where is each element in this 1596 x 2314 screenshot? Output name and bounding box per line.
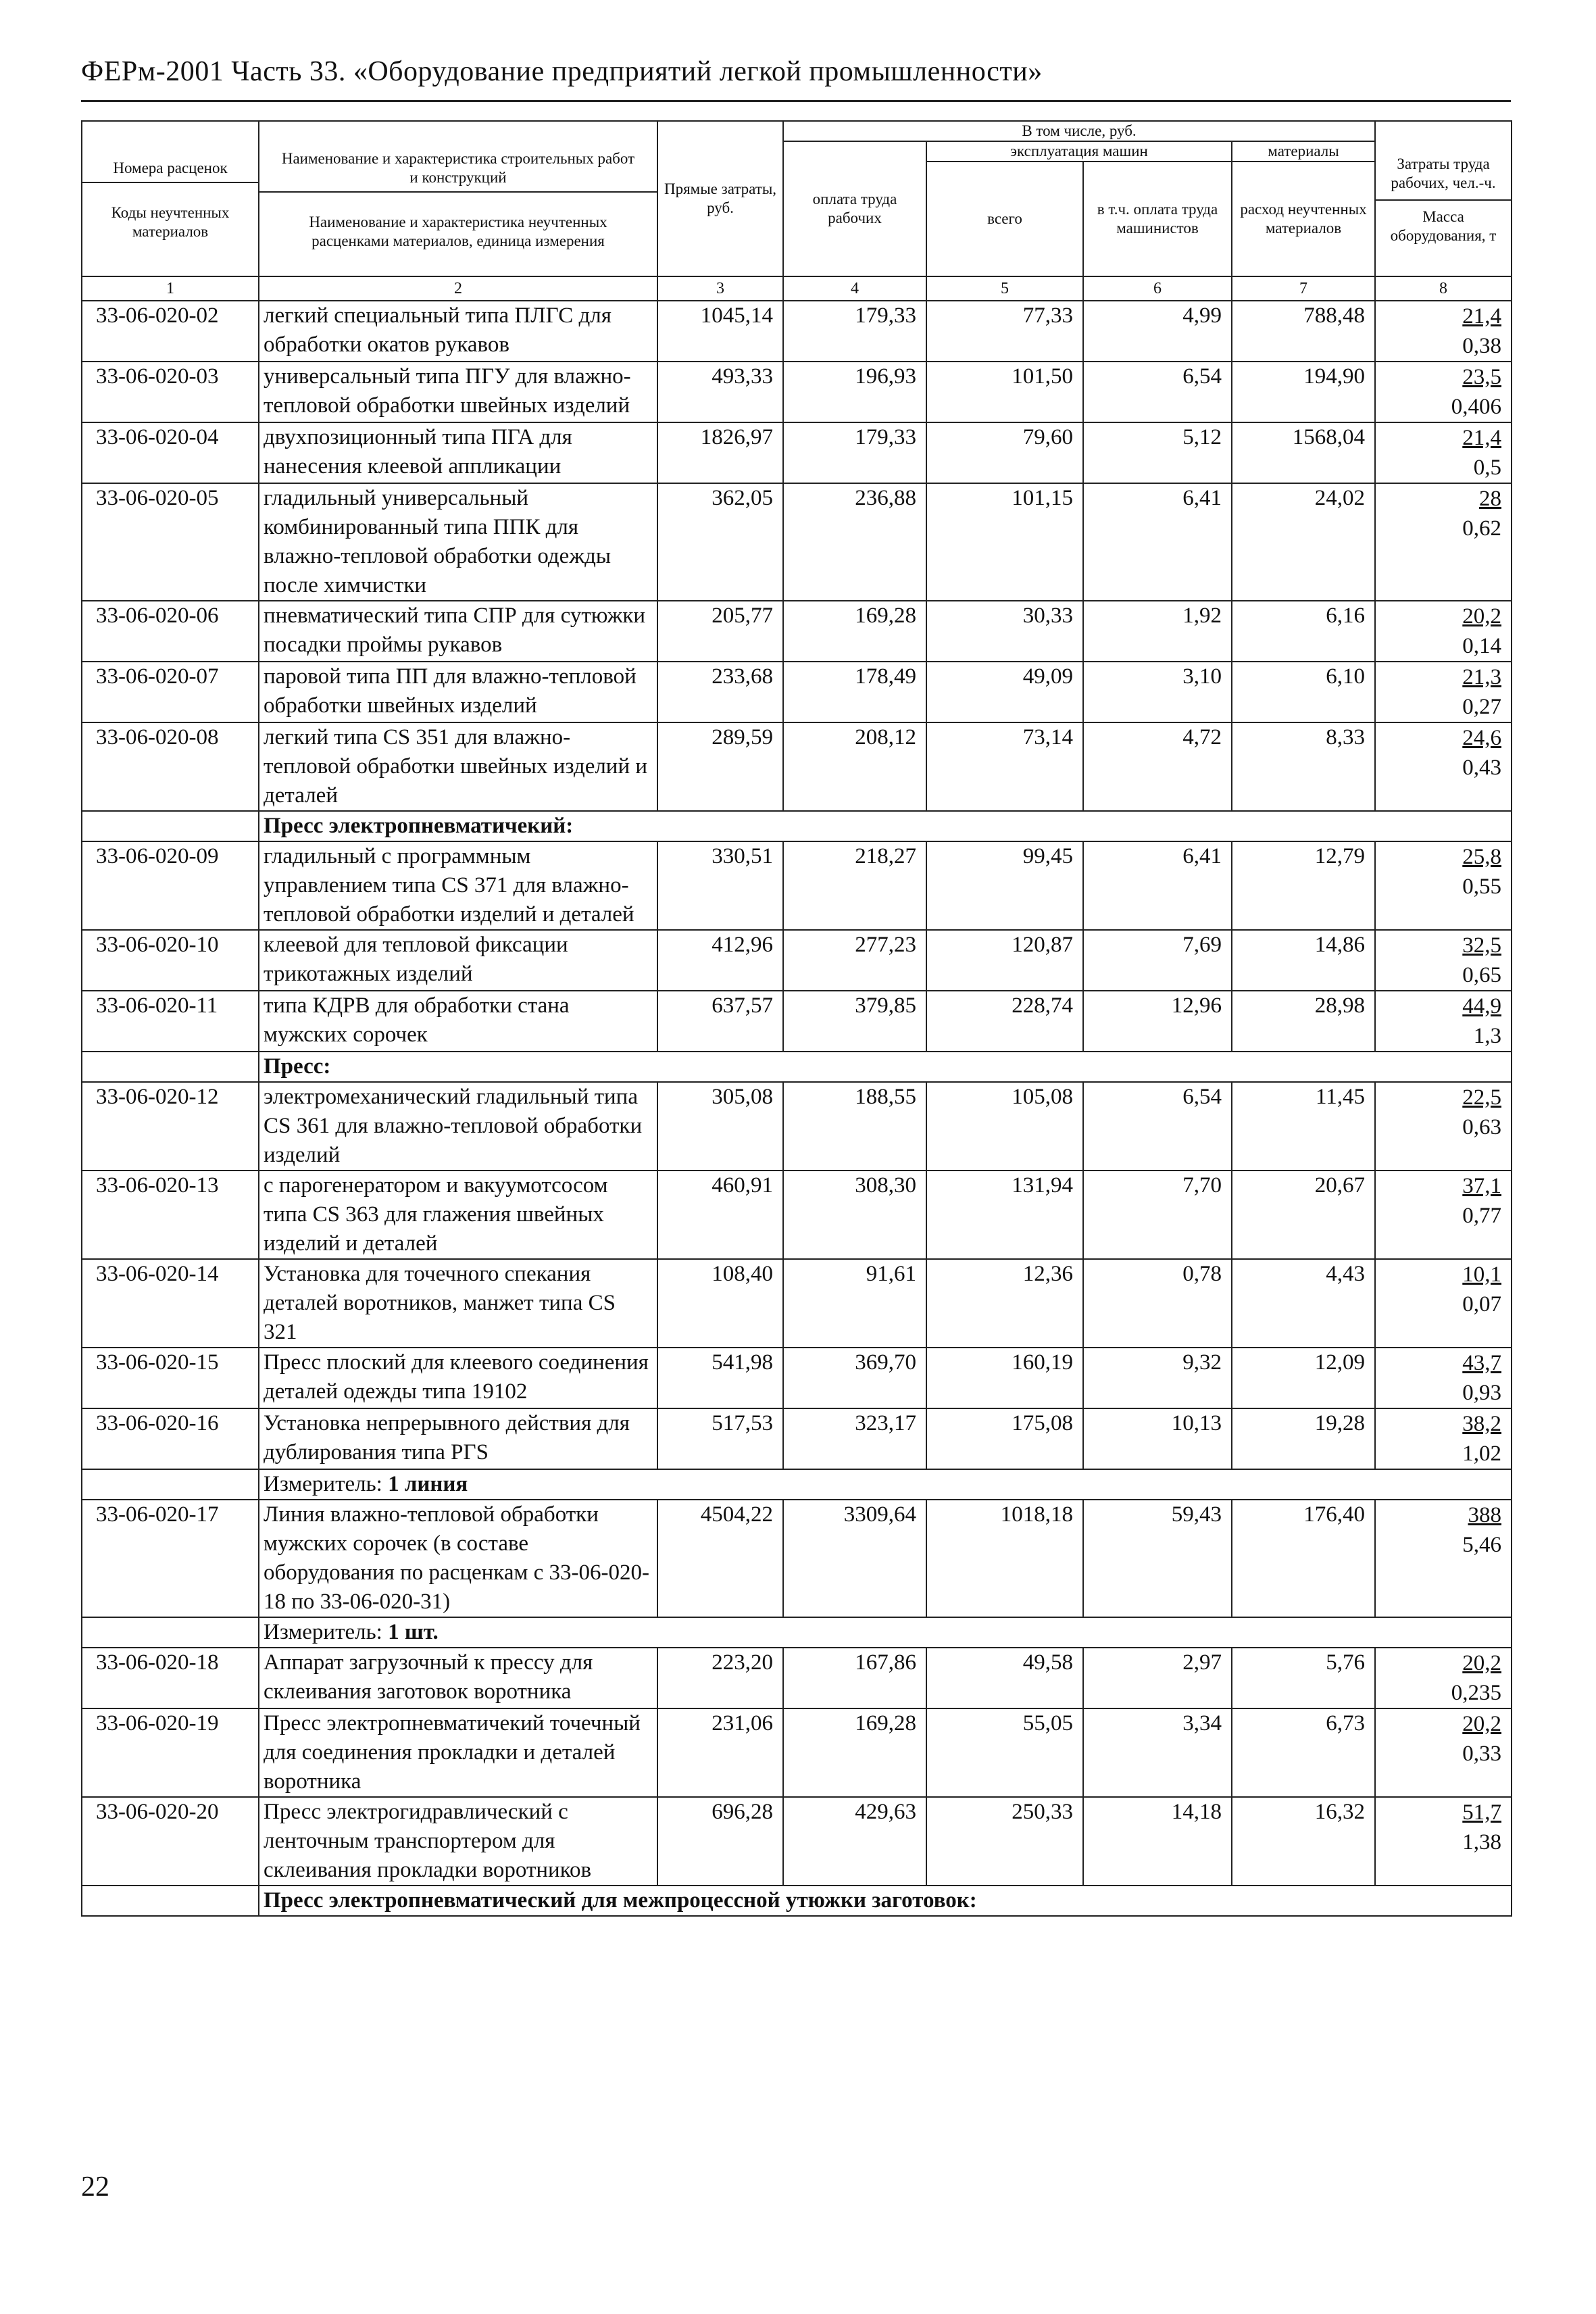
section-label: Пресс электропневматичекий: [264, 814, 574, 838]
machines-total: 1018,18 [926, 1500, 1083, 1617]
machinist-pay: 5,12 [1083, 422, 1232, 483]
worker-pay: 308,30 [783, 1171, 926, 1259]
rate-name: Пресс электрогидравлический с ленточным транспортером для склеивания прокладки воротников [259, 1797, 657, 1886]
section-code-cell [82, 811, 259, 841]
labor-hours: 21,4 [1462, 304, 1502, 328]
table-row [82, 1797, 1512, 1886]
materials: 14,86 [1232, 930, 1375, 991]
labor-hours: 388 [1468, 1503, 1502, 1527]
labor-hours: 20,2 [1462, 1712, 1502, 1736]
machines-total: 160,19 [926, 1348, 1083, 1408]
section-row [82, 1617, 1512, 1648]
section-title [259, 1052, 1512, 1082]
worker-pay: 3309,64 [783, 1500, 926, 1617]
section-title [259, 1617, 1512, 1648]
labor-hours: 22,5 [1462, 1085, 1502, 1110]
labor-hours: 44,9 [1462, 994, 1502, 1018]
equipment-mass: 0,27 [1462, 695, 1502, 719]
materials: 20,67 [1232, 1171, 1375, 1259]
equipment-mass: 0,33 [1462, 1742, 1502, 1766]
machinist-pay: 7,69 [1083, 930, 1232, 991]
rate-code: 33-06-020-05 [82, 483, 259, 601]
machines-total: 228,74 [926, 991, 1083, 1052]
machines-total: 120,87 [926, 930, 1083, 991]
machinist-pay: 10,13 [1083, 1408, 1232, 1469]
direct-costs: 460,91 [657, 1171, 783, 1259]
machines-total: 30,33 [926, 601, 1083, 662]
materials: 5,76 [1232, 1648, 1375, 1708]
machinist-pay: 4,72 [1083, 722, 1232, 811]
rate-name: Установка непрерывного действия для дублирования типа PГS [259, 1408, 657, 1469]
materials: 28,98 [1232, 991, 1375, 1052]
col-header-direct-costs: Прямые затраты, руб. [657, 121, 783, 276]
direct-costs: 289,59 [657, 722, 783, 811]
col-header-machines-total: всего [926, 162, 1083, 276]
materials: 12,79 [1232, 841, 1375, 930]
table-row [82, 1500, 1512, 1617]
rate-name: Установка для точечного спекания деталей воротников, манжет типа CS 321 [259, 1259, 657, 1348]
section-code-cell [82, 1052, 259, 1082]
worker-pay: 179,33 [783, 422, 926, 483]
table-row [82, 662, 1512, 722]
materials: 24,02 [1232, 483, 1375, 601]
machinist-pay: 6,41 [1083, 483, 1232, 601]
materials: 16,32 [1232, 1797, 1375, 1886]
rate-code: 33-06-020-14 [82, 1259, 259, 1348]
machines-total: 49,09 [926, 662, 1083, 722]
equipment-mass: 0,38 [1462, 334, 1502, 358]
section-row [82, 1886, 1512, 1916]
equipment-mass: 0,07 [1462, 1292, 1502, 1316]
machines-total: 101,50 [926, 362, 1083, 422]
equipment-mass: 0,65 [1462, 963, 1502, 987]
rate-code: 33-06-020-16 [82, 1408, 259, 1469]
labor-mass-cell [1375, 1797, 1512, 1886]
labor-mass-cell [1375, 1259, 1512, 1348]
column-numbers-row [82, 276, 1512, 301]
direct-costs: 517,53 [657, 1408, 783, 1469]
materials: 194,90 [1232, 362, 1375, 422]
section-label: 1 линия [388, 1472, 468, 1496]
worker-pay: 179,33 [783, 301, 926, 362]
machines-total: 79,60 [926, 422, 1083, 483]
equipment-mass: 0,14 [1462, 634, 1502, 658]
worker-pay: 379,85 [783, 991, 926, 1052]
section-code-cell [82, 1469, 259, 1500]
rate-name: типа КДРВ для обработки стана мужских сорочек [259, 991, 657, 1052]
machines-total: 99,45 [926, 841, 1083, 930]
rate-code: 33-06-020-15 [82, 1348, 259, 1408]
machinist-pay: 59,43 [1083, 1500, 1232, 1617]
labor-mass-cell [1375, 1348, 1512, 1408]
col-header-unaccounted-materials: расход неучтенных материалов [1232, 162, 1375, 276]
col-header-machinist-pay: в т.ч. оплата труда машинистов [1083, 162, 1232, 276]
header-rule [81, 100, 1511, 102]
table-row [82, 841, 1512, 930]
machinist-pay: 0,78 [1083, 1259, 1232, 1348]
rate-name: электромеханический гладильный типа CS 361 для влажно-тепловой обработки изделий [259, 1082, 657, 1171]
labor-hours: 10,1 [1462, 1262, 1502, 1287]
equipment-mass: 1,02 [1462, 1442, 1502, 1466]
machinist-pay: 6,54 [1083, 362, 1232, 422]
labor-mass-cell [1375, 841, 1512, 930]
materials: 12,09 [1232, 1348, 1375, 1408]
materials: 11,45 [1232, 1082, 1375, 1171]
labor-mass-cell [1375, 930, 1512, 991]
rate-name: легкий специальный типа ПЛГС для обработки окатов рукавов [259, 301, 657, 362]
machinist-pay: 6,41 [1083, 841, 1232, 930]
rate-code: 33-06-020-09 [82, 841, 259, 930]
labor-mass-cell [1375, 1500, 1512, 1617]
machinist-pay: 12,96 [1083, 991, 1232, 1052]
materials: 6,73 [1232, 1708, 1375, 1797]
materials: 6,10 [1232, 662, 1375, 722]
page-number: 22 [81, 2171, 109, 2202]
labor-mass-cell [1375, 1408, 1512, 1469]
equipment-mass: 0,77 [1462, 1204, 1502, 1228]
direct-costs: 231,06 [657, 1708, 783, 1797]
worker-pay: 323,17 [783, 1408, 926, 1469]
col-number: 8 [1375, 276, 1512, 301]
labor-mass-cell [1375, 601, 1512, 662]
table-row [82, 422, 1512, 483]
machines-total: 77,33 [926, 301, 1083, 362]
rate-name: Линия влажно-тепловой обработки мужских сорочек (в составе оборудования по расценкам с 33-06-020-18 по 33-06-020-31) [259, 1500, 657, 1617]
rate-code: 33-06-020-13 [82, 1171, 259, 1259]
section-row [82, 1469, 1512, 1500]
direct-costs: 412,96 [657, 930, 783, 991]
labor-hours: 25,8 [1462, 845, 1502, 869]
worker-pay: 277,23 [783, 930, 926, 991]
rate-name: паровой типа ПП для влажно-тепловой обработки швейных изделий [259, 662, 657, 722]
rate-code: 33-06-020-10 [82, 930, 259, 991]
labor-mass-cell [1375, 1082, 1512, 1171]
direct-costs: 1826,97 [657, 422, 783, 483]
direct-costs: 493,33 [657, 362, 783, 422]
col-header-worker-pay: оплата труда рабочих [783, 141, 926, 276]
equipment-mass: 0,62 [1462, 516, 1502, 541]
table-row [82, 301, 1512, 362]
section-label: Пресс: [264, 1054, 331, 1079]
labor-hours: 20,2 [1462, 604, 1502, 629]
section-label: Пресс электропневматический для межпроцессной утюжки заготовок: [264, 1888, 977, 1913]
table-row [82, 1082, 1512, 1171]
rate-code: 33-06-020-11 [82, 991, 259, 1052]
col-header-including: В том числе, руб. [783, 121, 1375, 141]
rate-code: 33-06-020-04 [82, 422, 259, 483]
labor-hours: 28 [1479, 487, 1502, 511]
labor-mass-cell [1375, 422, 1512, 483]
materials: 6,16 [1232, 601, 1375, 662]
direct-costs: 205,77 [657, 601, 783, 662]
col-number: 5 [926, 276, 1083, 301]
labor-hours: 37,1 [1462, 1174, 1502, 1198]
worker-pay: 369,70 [783, 1348, 926, 1408]
labor-mass-cell [1375, 1708, 1512, 1797]
materials: 19,28 [1232, 1408, 1375, 1469]
rate-name: Аппарат загрузочный к прессу для склеивания заготовок воротника [259, 1648, 657, 1708]
direct-costs: 223,20 [657, 1648, 783, 1708]
worker-pay: 236,88 [783, 483, 926, 601]
worker-pay: 169,28 [783, 1708, 926, 1797]
labor-mass-cell [1375, 662, 1512, 722]
table-row [82, 1348, 1512, 1408]
rate-name: Пресс плоский для клеевого соединения деталей одежды типа 19102 [259, 1348, 657, 1408]
rate-name: двухпозиционный типа ПГА для нанесения клеевой аппликации [259, 422, 657, 483]
materials: 176,40 [1232, 1500, 1375, 1617]
machines-total: 250,33 [926, 1797, 1083, 1886]
labor-hours: 38,2 [1462, 1412, 1502, 1436]
labor-mass-cell [1375, 362, 1512, 422]
machines-total: 175,08 [926, 1408, 1083, 1469]
col-number: 2 [259, 276, 657, 301]
labor-mass-cell [1375, 301, 1512, 362]
materials: 788,48 [1232, 301, 1375, 362]
equipment-mass: 0,63 [1462, 1115, 1502, 1139]
table-row [82, 601, 1512, 662]
col-header-rate-number: Номера расценок Коды неучтенных материалов [82, 121, 259, 276]
equipment-mass: 5,46 [1462, 1533, 1502, 1557]
section-title [259, 1469, 1512, 1500]
labor-mass-cell [1375, 1648, 1512, 1708]
worker-pay: 178,49 [783, 662, 926, 722]
col-number: 7 [1232, 276, 1375, 301]
rate-code: 33-06-020-08 [82, 722, 259, 811]
machines-total: 105,08 [926, 1082, 1083, 1171]
rate-code: 33-06-020-18 [82, 1648, 259, 1708]
direct-costs: 4504,22 [657, 1500, 783, 1617]
equipment-mass: 0,93 [1462, 1381, 1502, 1405]
rate-code: 33-06-020-17 [82, 1500, 259, 1617]
col-header-machine-operation: эксплуатация машин [926, 141, 1232, 162]
col-number: 6 [1083, 276, 1232, 301]
labor-hours: 21,4 [1462, 426, 1502, 450]
equipment-mass: 0,5 [1473, 456, 1502, 480]
rate-name: универсальный типа ПГУ для влажно-тепловой обработки швейных изделий [259, 362, 657, 422]
table-row [82, 991, 1512, 1052]
rate-name: гладильный универсальный комбинированный типа ППК для влажно-тепловой обработки одежды после химчистки [259, 483, 657, 601]
labor-mass-cell [1375, 722, 1512, 811]
worker-pay: 91,61 [783, 1259, 926, 1348]
section-prefix: Измеритель: [264, 1620, 389, 1644]
direct-costs: 541,98 [657, 1348, 783, 1408]
direct-costs: 696,28 [657, 1797, 783, 1886]
table-row [82, 1171, 1512, 1259]
machines-total: 12,36 [926, 1259, 1083, 1348]
machines-total: 131,94 [926, 1171, 1083, 1259]
table-row [82, 722, 1512, 811]
labor-hours: 51,7 [1462, 1800, 1502, 1825]
rate-name: пневматический типа СПР для сутюжки посадки проймы рукавов [259, 601, 657, 662]
labor-hours: 23,5 [1462, 365, 1502, 389]
materials: 1568,04 [1232, 422, 1375, 483]
machinist-pay: 14,18 [1083, 1797, 1232, 1886]
machinist-pay: 3,10 [1083, 662, 1232, 722]
col-header-labor-mass: Затраты труда рабочих, чел.-ч. Масса оборудования, т [1375, 121, 1512, 276]
labor-mass-cell [1375, 1171, 1512, 1259]
direct-costs: 637,57 [657, 991, 783, 1052]
worker-pay: 429,63 [783, 1797, 926, 1886]
rate-code: 33-06-020-06 [82, 601, 259, 662]
table-row [82, 1408, 1512, 1469]
page-header: ФЕРм-2001 Часть 33. «Оборудование предприятий легкой промышленности» [81, 56, 1043, 87]
worker-pay: 167,86 [783, 1648, 926, 1708]
direct-costs: 233,68 [657, 662, 783, 722]
section-code-cell [82, 1886, 259, 1916]
machines-total: 55,05 [926, 1708, 1083, 1797]
rate-name: Пресс электропневматичекий точечный для соединения прокладки и деталей воротника [259, 1708, 657, 1797]
labor-hours: 32,5 [1462, 933, 1502, 958]
section-code-cell [82, 1617, 259, 1648]
equipment-mass: 0,43 [1462, 756, 1502, 780]
direct-costs: 108,40 [657, 1259, 783, 1348]
labor-hours: 43,7 [1462, 1351, 1502, 1375]
direct-costs: 362,05 [657, 483, 783, 601]
table-body [82, 301, 1512, 1916]
rates-table [81, 120, 1512, 1917]
section-title [259, 811, 1512, 841]
section-prefix: Измеритель: [264, 1472, 389, 1496]
table-row [82, 362, 1512, 422]
col-number: 3 [657, 276, 783, 301]
rate-name: гладильный с программным управлением типа CS 371 для влажно-тепловой обработки изделий и деталей [259, 841, 657, 930]
table-row [82, 1259, 1512, 1348]
table-row [82, 1648, 1512, 1708]
materials: 4,43 [1232, 1259, 1375, 1348]
section-row [82, 1052, 1512, 1082]
machinist-pay: 1,92 [1083, 601, 1232, 662]
worker-pay: 218,27 [783, 841, 926, 930]
equipment-mass: 0,55 [1462, 875, 1502, 899]
equipment-mass: 0,235 [1451, 1681, 1502, 1705]
col-number: 4 [783, 276, 926, 301]
col-number: 1 [82, 276, 259, 301]
rate-code: 33-06-020-20 [82, 1797, 259, 1886]
rate-code: 33-06-020-19 [82, 1708, 259, 1797]
machines-total: 73,14 [926, 722, 1083, 811]
rate-name: клеевой для тепловой фиксации трикотажных изделий [259, 930, 657, 991]
equipment-mass: 1,3 [1473, 1024, 1502, 1048]
rate-name: легкий типа CS 351 для влажно-тепловой обработки швейных изделий и деталей [259, 722, 657, 811]
labor-hours: 20,2 [1462, 1651, 1502, 1675]
rate-code: 33-06-020-02 [82, 301, 259, 362]
section-title [259, 1886, 1512, 1916]
rate-code: 33-06-020-03 [82, 362, 259, 422]
direct-costs: 305,08 [657, 1082, 783, 1171]
machinist-pay: 3,34 [1083, 1708, 1232, 1797]
worker-pay: 188,55 [783, 1082, 926, 1171]
worker-pay: 208,12 [783, 722, 926, 811]
equipment-mass: 1,38 [1462, 1830, 1502, 1854]
table-row [82, 483, 1512, 601]
machinist-pay: 6,54 [1083, 1082, 1232, 1171]
table-row [82, 1708, 1512, 1797]
machines-total: 101,15 [926, 483, 1083, 601]
machinist-pay: 2,97 [1083, 1648, 1232, 1708]
equipment-mass: 0,406 [1451, 395, 1502, 419]
worker-pay: 169,28 [783, 601, 926, 662]
rate-name: с парогенератором и вакуумотсосом типа CS 363 для глажения швейных изделий и деталей [259, 1171, 657, 1259]
direct-costs: 330,51 [657, 841, 783, 930]
worker-pay: 196,93 [783, 362, 926, 422]
col-header-name: Наименование и характеристика строительных работ и конструкций Наименование и характеристика неучтенных расценками материалов, единица измерения [259, 121, 657, 276]
col-header-materials: материалы [1232, 141, 1375, 162]
direct-costs: 1045,14 [657, 301, 783, 362]
labor-hours: 24,6 [1462, 726, 1502, 750]
machinist-pay: 7,70 [1083, 1171, 1232, 1259]
materials: 8,33 [1232, 722, 1375, 811]
machinist-pay: 4,99 [1083, 301, 1232, 362]
labor-mass-cell [1375, 991, 1512, 1052]
rates-table-wrap [81, 120, 1511, 1917]
labor-mass-cell [1375, 483, 1512, 601]
section-label: 1 шт. [388, 1620, 439, 1644]
table-row [82, 930, 1512, 991]
rate-code: 33-06-020-07 [82, 662, 259, 722]
section-row [82, 811, 1512, 841]
machines-total: 49,58 [926, 1648, 1083, 1708]
rate-code: 33-06-020-12 [82, 1082, 259, 1171]
labor-hours: 21,3 [1462, 665, 1502, 689]
machinist-pay: 9,32 [1083, 1348, 1232, 1408]
